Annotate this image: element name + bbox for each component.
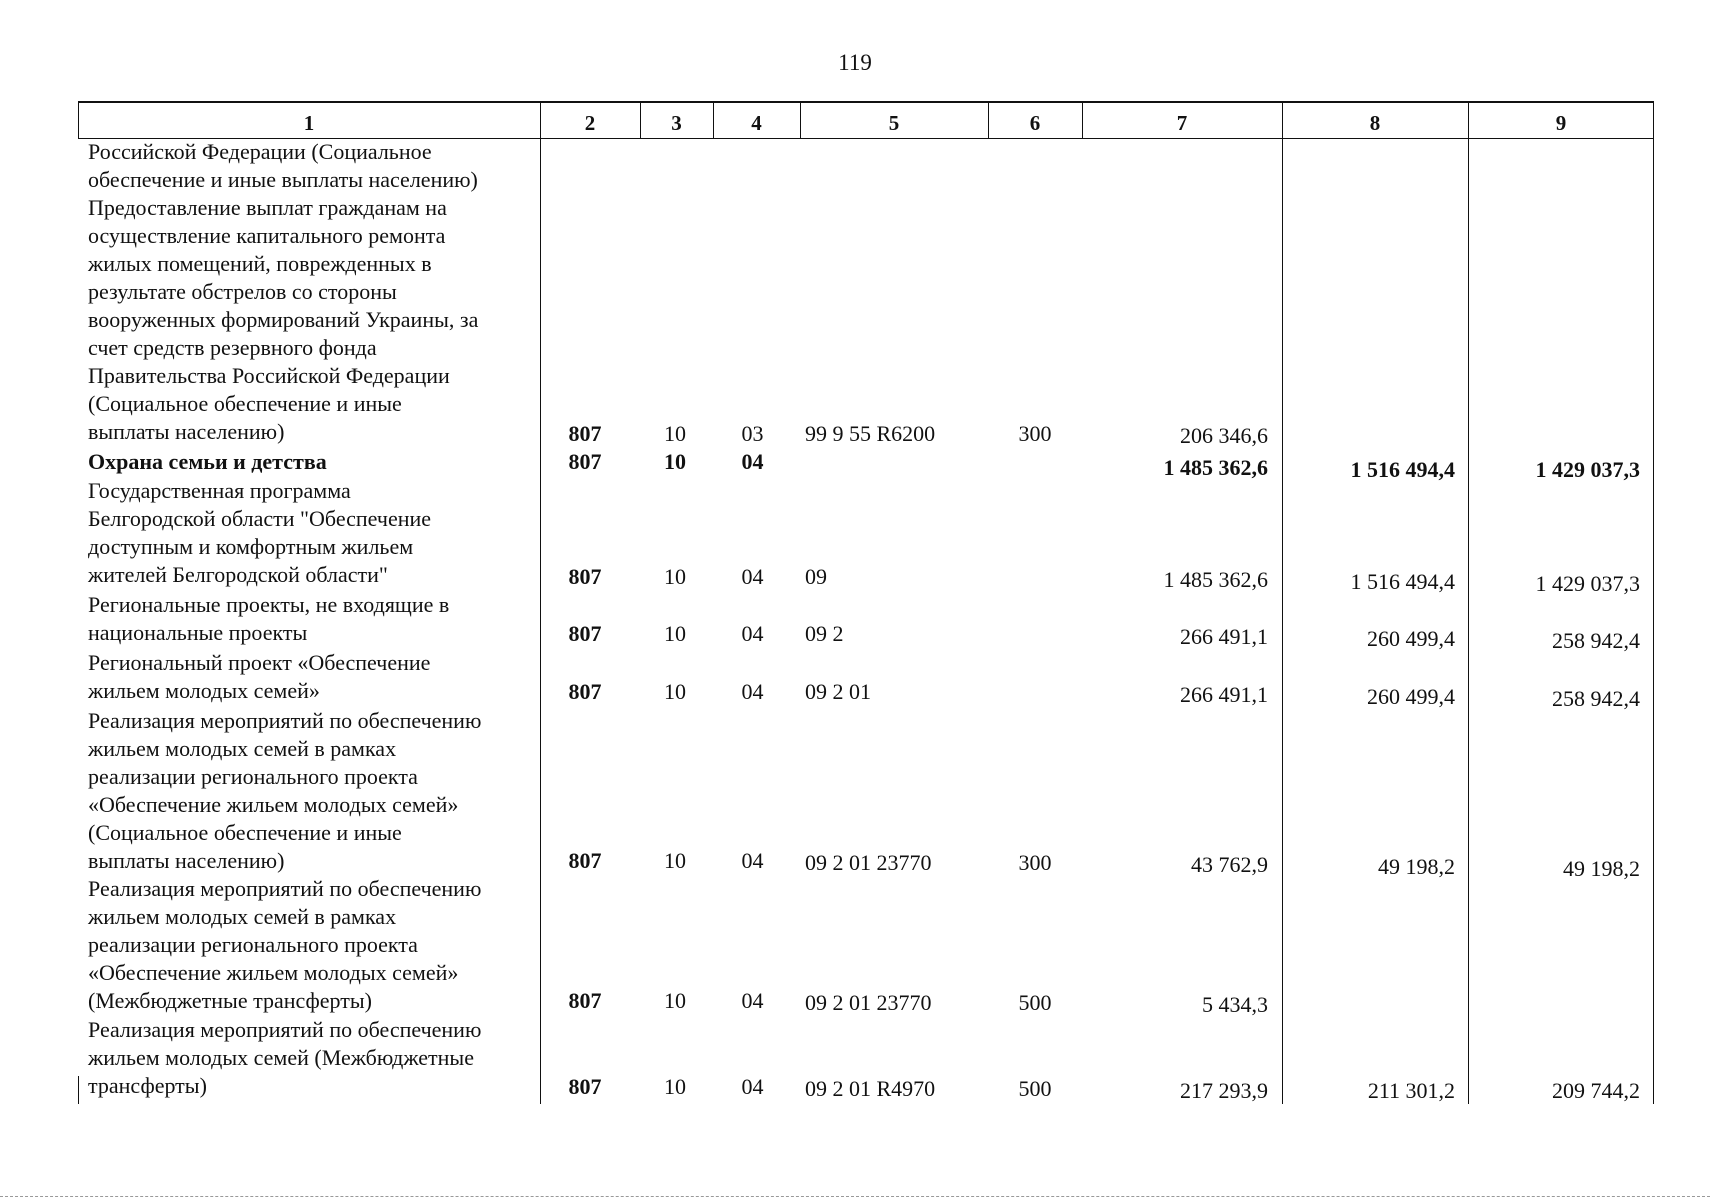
column-header-1: 1 <box>78 108 540 139</box>
row-description: Российской Федерации (Социальное обеспечение и иные выплаты населению) <box>88 139 478 192</box>
cell-amount-col8: 1 516 494,4 <box>1350 457 1455 482</box>
cell-ministry-code: 807 <box>568 848 602 873</box>
column-header-6: 6 <box>988 108 1082 139</box>
cell-amount-col8: 211 301,2 <box>1367 1078 1455 1103</box>
cell-section: 10 <box>664 1074 686 1099</box>
column-header-8: 8 <box>1282 108 1468 139</box>
column-divider <box>1653 101 1654 1104</box>
cell-ministry-code: 807 <box>568 449 602 474</box>
cell-ministry-code: 807 <box>568 621 602 646</box>
cell-section: 10 <box>664 988 686 1013</box>
cell-section: 10 <box>664 621 686 646</box>
row-description: Предоставление выплат гражданам на осуществление капитального ремонта жилых помещений, поврежденных в результате обстрелов со стороны вооруженных формирований Украины, за счет средств резервного фонда Правительства Российской Федерации (Социальное обеспечение и иные выплаты населению) <box>88 195 479 444</box>
cell-amount-col7: 217 293,9 <box>1180 1078 1268 1103</box>
cell-subsection: 04 <box>741 679 764 704</box>
row-description: Охрана семьи и детства <box>88 449 327 474</box>
cell-amount-col9: 209 744,2 <box>1552 1078 1640 1103</box>
cell-section: 10 <box>664 564 686 589</box>
cell-ministry-code: 807 <box>568 679 602 704</box>
cell-expense-type: 500 <box>1018 990 1052 1015</box>
column-divider <box>713 101 714 139</box>
cell-expense-type: 300 <box>1018 850 1052 875</box>
cell-amount-col7: 5 434,3 <box>1202 992 1268 1017</box>
column-divider <box>78 1076 79 1104</box>
cell-subsection: 04 <box>741 449 764 474</box>
cell-ministry-code: 807 <box>568 988 602 1013</box>
scan-edge <box>0 1196 1710 1197</box>
column-divider <box>1282 101 1283 1104</box>
column-header-7: 7 <box>1082 108 1282 139</box>
cell-ministry-code: 807 <box>568 1074 602 1099</box>
column-header-9: 9 <box>1468 108 1654 139</box>
cell-target-article: 09 2 01 23770 <box>805 850 932 875</box>
cell-subsection: 04 <box>741 621 764 646</box>
column-header-5: 5 <box>800 108 988 139</box>
cell-amount-col7: 43 762,9 <box>1191 852 1268 877</box>
cell-expense-type: 300 <box>1018 421 1052 446</box>
cell-section: 10 <box>664 848 686 873</box>
cell-ministry-code: 807 <box>568 564 602 589</box>
column-divider <box>640 101 641 139</box>
cell-target-article: 09 2 01 23770 <box>805 990 932 1015</box>
cell-amount-col8: 260 499,4 <box>1367 684 1455 709</box>
cell-section: 10 <box>664 449 686 474</box>
cell-subsection: 04 <box>741 848 764 873</box>
cell-amount-col7: 206 346,6 <box>1180 423 1268 448</box>
cell-amount-col8: 49 198,2 <box>1378 854 1455 879</box>
cell-target-article: 99 9 55 R6200 <box>805 421 936 446</box>
cell-target-article: 09 <box>805 564 827 589</box>
cell-subsection: 04 <box>741 564 764 589</box>
row-description: Реализация мероприятий по обеспечению жильем молодых семей (Межбюджетные трансферты) <box>88 1017 482 1098</box>
cell-ministry-code: 807 <box>568 421 602 446</box>
cell-amount-col9: 49 198,2 <box>1563 856 1640 881</box>
table-top-border <box>78 101 1654 103</box>
cell-amount-col7: 266 491,1 <box>1180 624 1268 649</box>
column-header-3: 3 <box>640 108 713 139</box>
cell-subsection: 04 <box>741 988 764 1013</box>
column-divider <box>800 101 801 139</box>
cell-target-article: 09 2 01 R4970 <box>805 1076 936 1101</box>
cell-amount-col9: 258 942,4 <box>1552 686 1640 711</box>
row-description: Региональный проект «Обеспечение жильем молодых семей» <box>88 650 431 703</box>
cell-amount-col9: 1 429 037,3 <box>1535 457 1640 482</box>
cell-amount-col9: 1 429 037,3 <box>1535 571 1640 596</box>
cell-amount-col7: 1 485 362,6 <box>1163 567 1268 592</box>
cell-subsection: 03 <box>741 421 764 446</box>
row-description: Реализация мероприятий по обеспечению жильем молодых семей в рамках реализации регионального проекта «Обеспечение жильем молодых семей» (Межбюджетные трансферты) <box>88 876 482 1013</box>
cell-amount-col9: 258 942,4 <box>1552 628 1640 653</box>
cell-amount-col8: 1 516 494,4 <box>1350 569 1455 594</box>
column-divider <box>1468 101 1469 1104</box>
page-number: 119 <box>838 50 872 75</box>
cell-amount-col7: 266 491,1 <box>1180 682 1268 707</box>
cell-target-article: 09 2 <box>805 621 844 646</box>
cell-section: 10 <box>664 421 686 446</box>
column-header-2: 2 <box>540 108 640 139</box>
cell-subsection: 04 <box>741 1074 764 1099</box>
cell-amount-col8: 260 499,4 <box>1367 626 1455 651</box>
cell-target-article: 09 2 01 <box>805 679 871 704</box>
row-description: Региональные проекты, не входящие в национальные проекты <box>88 592 450 645</box>
column-divider <box>78 101 79 139</box>
column-header-4: 4 <box>713 108 800 139</box>
column-divider <box>1082 101 1083 139</box>
row-description: Реализация мероприятий по обеспечению жильем молодых семей в рамках реализации регионального проекта «Обеспечение жильем молодых семей» (Социальное обеспечение и иные выплаты населению) <box>88 708 482 873</box>
column-divider <box>988 101 989 139</box>
row-description: Государственная программа Белгородской области "Обеспечение доступным и комфортным жильем жителей Белгородской области" <box>88 478 432 587</box>
column-divider <box>540 101 541 1104</box>
cell-amount-col7: 1 485 362,6 <box>1163 455 1268 480</box>
cell-section: 10 <box>664 679 686 704</box>
cell-expense-type: 500 <box>1018 1076 1052 1101</box>
